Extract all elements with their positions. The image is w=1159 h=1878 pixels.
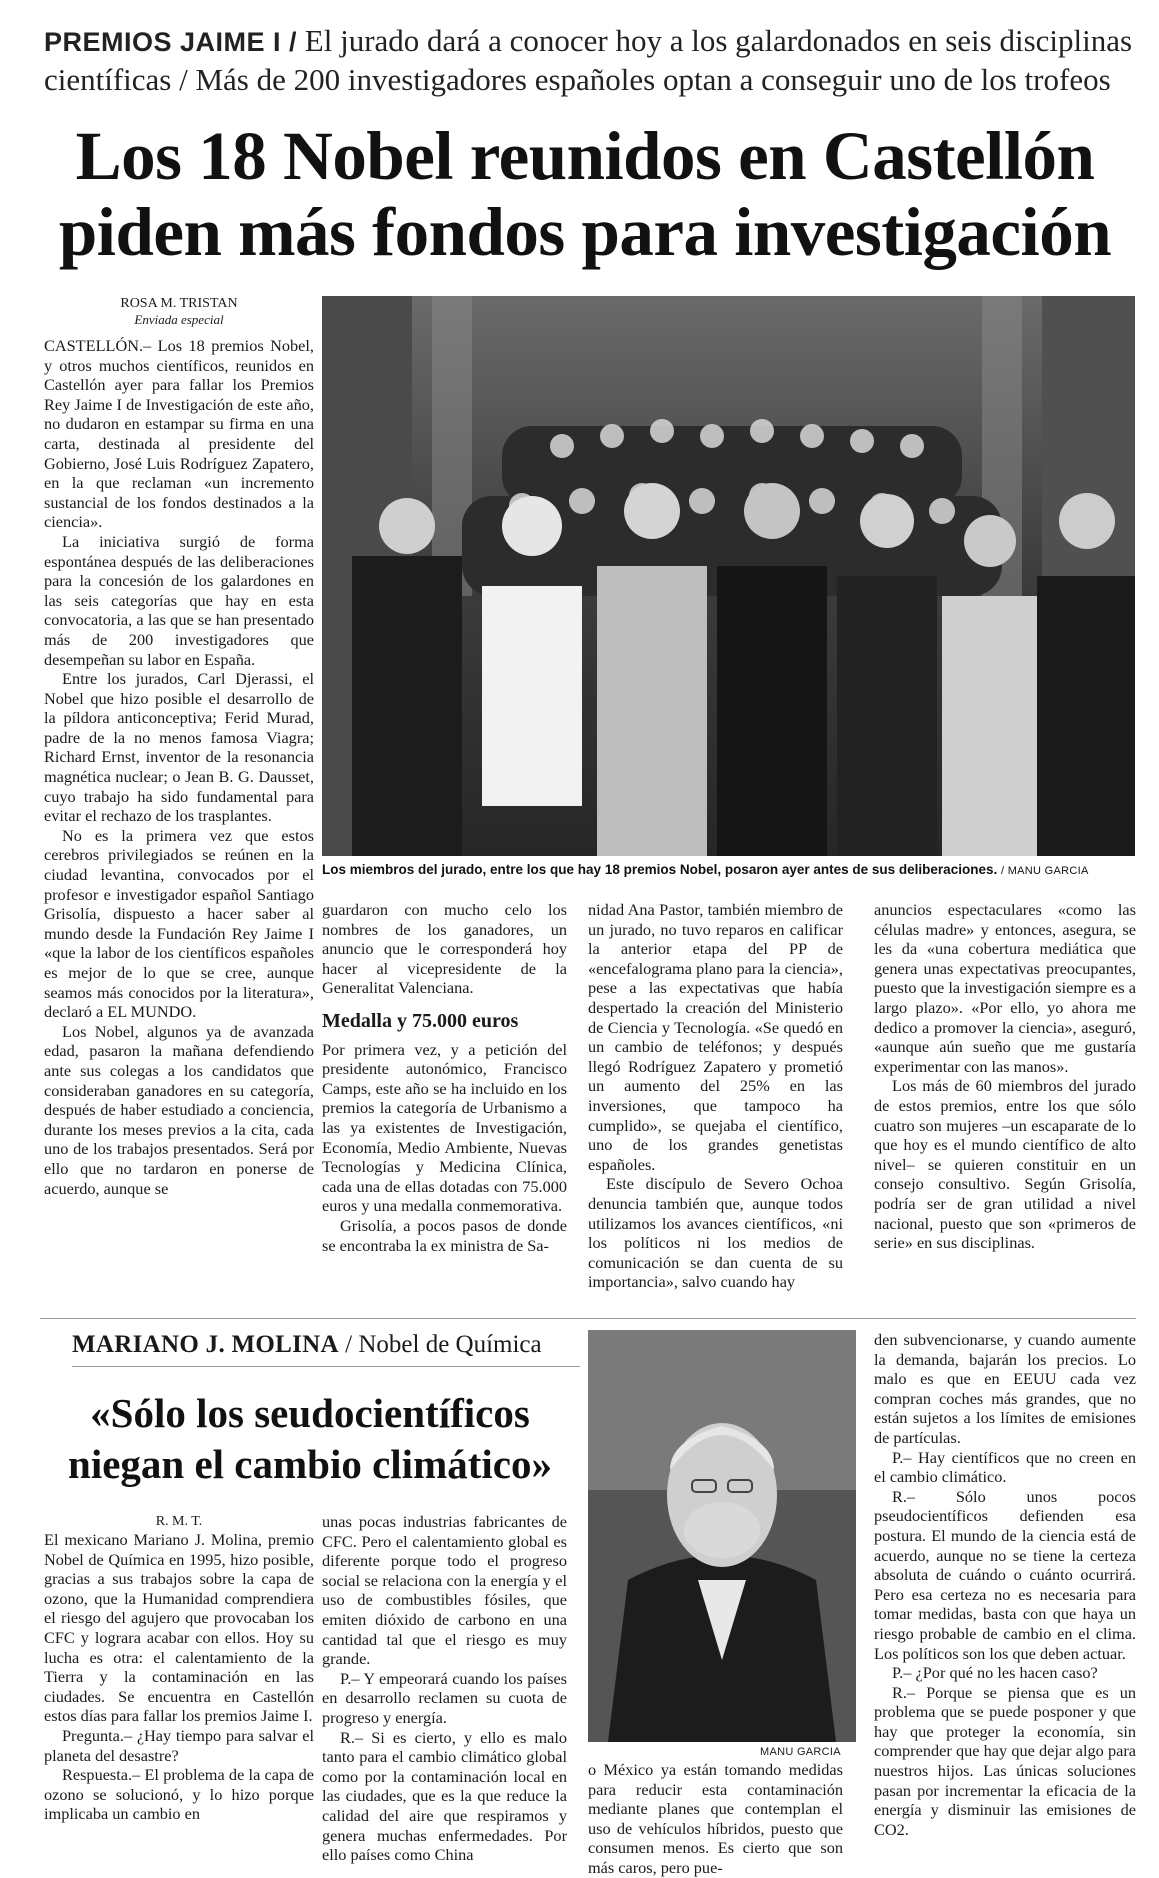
interview-paragraph: P.– ¿Por qué no les hacen caso? [892, 1663, 1098, 1683]
kicker-text: El jurado dará a conocer hoy a los galardonados en seis disciplinas científicas / Más de 200 investigadores españoles optan a conseguir uno de los trofeos [44, 23, 1133, 97]
interview-header-rule [72, 1366, 580, 1367]
article-paragraph: guardaron con mucho celo los nombres de los ganadores, un anuncio que le corresponderá hoy hacer al vicepresidente de la Generalitat Valenciana. [322, 900, 567, 998]
interview-paragraph: unas pocas industrias fabricantes de CFC. Pero el calentamiento global es diferente porque todo el progreso social se relaciona con la energía y el uso de combustibles fósiles, que emiten dióxido de carbono en una cantidad tal que el riesgo es muy grande. [322, 1512, 567, 1669]
interview-paragraph: R.– Porque se piensa que es un problema que se puede posponer y que hay que proteger la economía, sin comprender que hay que dejar algo para nuestros hijos. Las únicas soluciones pasan por incrementar la eficacia de la energía y disminuir las emisiones de CO2. [874, 1682, 1136, 1839]
article-paragraph: nidad Ana Pastor, también miembro de un jurado, no tuvo reparos en calificar la anterior etapa del PP de «encefalograma plano para la ciencia», pese a las expectativas que había despertado la creación del Ministerio de Ciencia y Tecnología. «Se quedó en un cambio de teléfonos; y después llegó Rodríguez Zapatero y prometió un aumento del 25% en las inversiones, que tampoco ha cumplido», se quejaba el científico, uno de los grandes genetistas españoles. [588, 900, 843, 1174]
article-column-1 [44, 336, 314, 1316]
article-paragraph: No es la primera vez que estos cerebros privilegiados se reúnen en la ciudad levantina, convocados por el profesor e investigador español Santiago Grisolía, dispuesto a hacer saber al mundo desde la Fundación Rey Jaime I «que la labor de los científicos españoles es mejor de lo que se cree, aunque seamos más conocidos por la literatura», declaró a EL MUNDO. [44, 825, 314, 1022]
interviewee-title: / Nobel de Química [345, 1331, 542, 1358]
interview-column-4 [874, 1330, 1136, 1839]
section-divider [40, 1318, 1136, 1319]
interview-paragraph: El mexicano Mariano J. Molina, premio Nobel de Química en 1995, hizo posible, gracias a sus trabajos sobre la capa de ozono, que la Humanidad comprendiera el riesgo del agujero que provocaban los CFC y lograra acabar con ellos. Hoy su lucha es otra: el calentamiento de la Tierra y la contaminación en las ciudades. Se encuentra en Castellón estos días para fallar los premios Jaime I. [44, 1530, 314, 1726]
interview-paragraph: Respuesta.– El problema de la capa de ozono se solucionó, y lo hizo porque implicaba un cambio en [44, 1765, 314, 1824]
article-paragraph: Los más de 60 miembros del jurado de estos premios, entre los que sólo cuatro son mujeres –un escaparate de lo que hoy es el mundo científico de alto nivel– se quieren constituir en un consejo consultivo. Según Grisolía, podría ser de gran utilidad a nivel nacional, puesto que son «primeros de serie» en sus disciplinas. [874, 1076, 1136, 1253]
photo-credit: / MANU GARCIA [1000, 865, 1089, 877]
interview-paragraph: Pregunta.– ¿Hay tiempo para salvar el planeta del desastre? [44, 1725, 314, 1765]
article-paragraph: La iniciativa surgió de forma espontánea después de las deliberaciones para la concesión de los galardones en las seis categorías que hay en esta convocatoria, a las que se han presentado más de 200 investigadores que desempeñan su labor en España. [44, 531, 314, 669]
interview-paragraph: R.– Si es cierto, y ello es malo tanto para el cambio climático global como por la contaminación local en las ciudades, que es la que reduce la calidad del aire que respiramos y genera muchas enfermedades. Por ello países como China [322, 1727, 567, 1865]
kicker [44, 22, 1134, 98]
portrait-image [588, 1330, 856, 1742]
interview-column-2 [322, 1512, 567, 1865]
group-photo-image [322, 296, 1135, 856]
interview-paragraph: R.– Sólo unos pocos pseudocientíficos defienden esa postura. El mundo de la ciencia está de acuerdo, aunque no se tiene la certeza absoluta de cuándo o cuánto ocurrirá. Pero esa certeza no es necesaria para tomar medidas, basta con que haya un riesgo probable de cambio en el clima. Los políticos son los que deben actuar. [874, 1486, 1136, 1663]
article-column-4 [874, 900, 1136, 1253]
byline [44, 296, 314, 328]
interview-quote: «Sólo los seudocientíficos niegan el cambio climático» [68, 1390, 552, 1487]
article-paragraph: Por primera vez, y a petición del presidente autonómico, Francisco Camps, este año se ha incluido en los premios la categoría de Urbanismo a las ya existentes de Investigación, Economía, Medio Ambiente, Nuevas Tecnologías y Medicina Clínica, cada una de ellas dotadas con 75.000 euros y una medalla conmemorativa. [322, 1039, 567, 1216]
interview-paragraph: o México ya están tomando medidas para reducir esta contaminación mediante planes que contemplan el uso de vehículos híbridos, puesto que consumen menos. Es cierto que son más caros, pero pue- [588, 1760, 843, 1877]
molina-portrait-photo [588, 1330, 856, 1742]
portrait-credit: MANU GARCIA [760, 1746, 841, 1758]
article-paragraph: Este discípulo de Severo Ochoa denuncia también que, aunque todos utilizamos los avances científicos, «ni los políticos ni los medios de comunicación se dan cuenta de su importancia», salvo cuando hay [588, 1174, 843, 1292]
photo-caption [322, 862, 1135, 879]
article-paragraph: Los Nobel, algunos ya de avanzada edad, pasaron la mañana defendiendo ante sus colegas a los candidatos que consideraban ganadores en su categoría, después de haber estudiado a conciencia, durante los meses previos a la cita, cada uno de los trabajos presentados. Será por ello que no tardaron en ponerse de acuerdo, aunque se [44, 1021, 314, 1198]
interview-paragraph: den subvencionarse, y cuando aumente la demanda, bajarán los precios. Lo malo es que en EEUU cada vez compran coches más grandes, que no están sujetos a los límites de emisiones de partículas. [874, 1330, 1136, 1447]
article-paragraph: CASTELLÓN.– Los 18 premios Nobel, y otros muchos científicos, reunidos en Castellón ayer para fallar los Premios Rey Jaime I de Investigación de este año, no dudaron en estampar su firma en una carta, destinada al presidente del Gobierno, José Luis Rodríguez Zapatero, en la que reclaman «un incremento sustancial de los fondos destinados a la ciencia». [44, 336, 314, 532]
headline: Los 18 Nobel reunidos en Castellón piden más fondos para investigación [58, 118, 1112, 270]
article-paragraph: Entre los jurados, Carl Djerassi, el Nobel que hizo posible el desarrollo de la píldora anticonceptiva; Ferid Murad, padre de la no menos famosa Viagra; Richard Ernst, inventor de la resonancia magnética nuclear; o Jean B. G. Dausset, cuyo trabajo ha sido fundamental para evitar el rechazo de los trasplantes. [44, 669, 314, 826]
interview-column-3 [588, 1760, 843, 1878]
interview-paragraph: P.– Y empeorará cuando los países en desarrollo reclamen su cuota de progreso y energía. [322, 1668, 567, 1727]
byline-author: ROSA M. TRISTAN [120, 296, 238, 311]
interview-header [72, 1330, 542, 1360]
interview-paragraph: P.– Hay científicos que no creen en el cambio climático. [874, 1447, 1136, 1487]
photo-caption-text: Los miembros del jurado, entre los que hay 18 premios Nobel, posaron ayer antes de sus deliberaciones. [322, 862, 998, 877]
interviewee-name: MARIANO J. MOLINA [72, 1331, 339, 1358]
jury-group-photo [322, 296, 1135, 856]
article-subhead: Medalla y 75.000 euros [322, 1009, 519, 1032]
interview-column-1 [44, 1530, 314, 1824]
article-paragraph: anuncios espectaculares «como las células madre» y entonces, asegura, se les da «una cobertura mediática que genera unas expectativas preocupantes, puesto que la investigación siempre es a largo plazo». «Por ello, yo ahora me dedico a promover la ciencia», aseguró, «aunque aún sueño que me gustaría experimentar con las manos». [874, 900, 1136, 1076]
article-column-2 [322, 900, 567, 1255]
interview-initials: R. M. T. [155, 1514, 203, 1529]
byline-role: Enviada especial [134, 312, 224, 327]
section-label: PREMIOS JAIME I / [44, 27, 298, 57]
article-paragraph: Grisolía, a pocos pasos de donde se encontraba la ex ministra de Sa- [322, 1215, 567, 1255]
article-column-3 [588, 900, 843, 1292]
